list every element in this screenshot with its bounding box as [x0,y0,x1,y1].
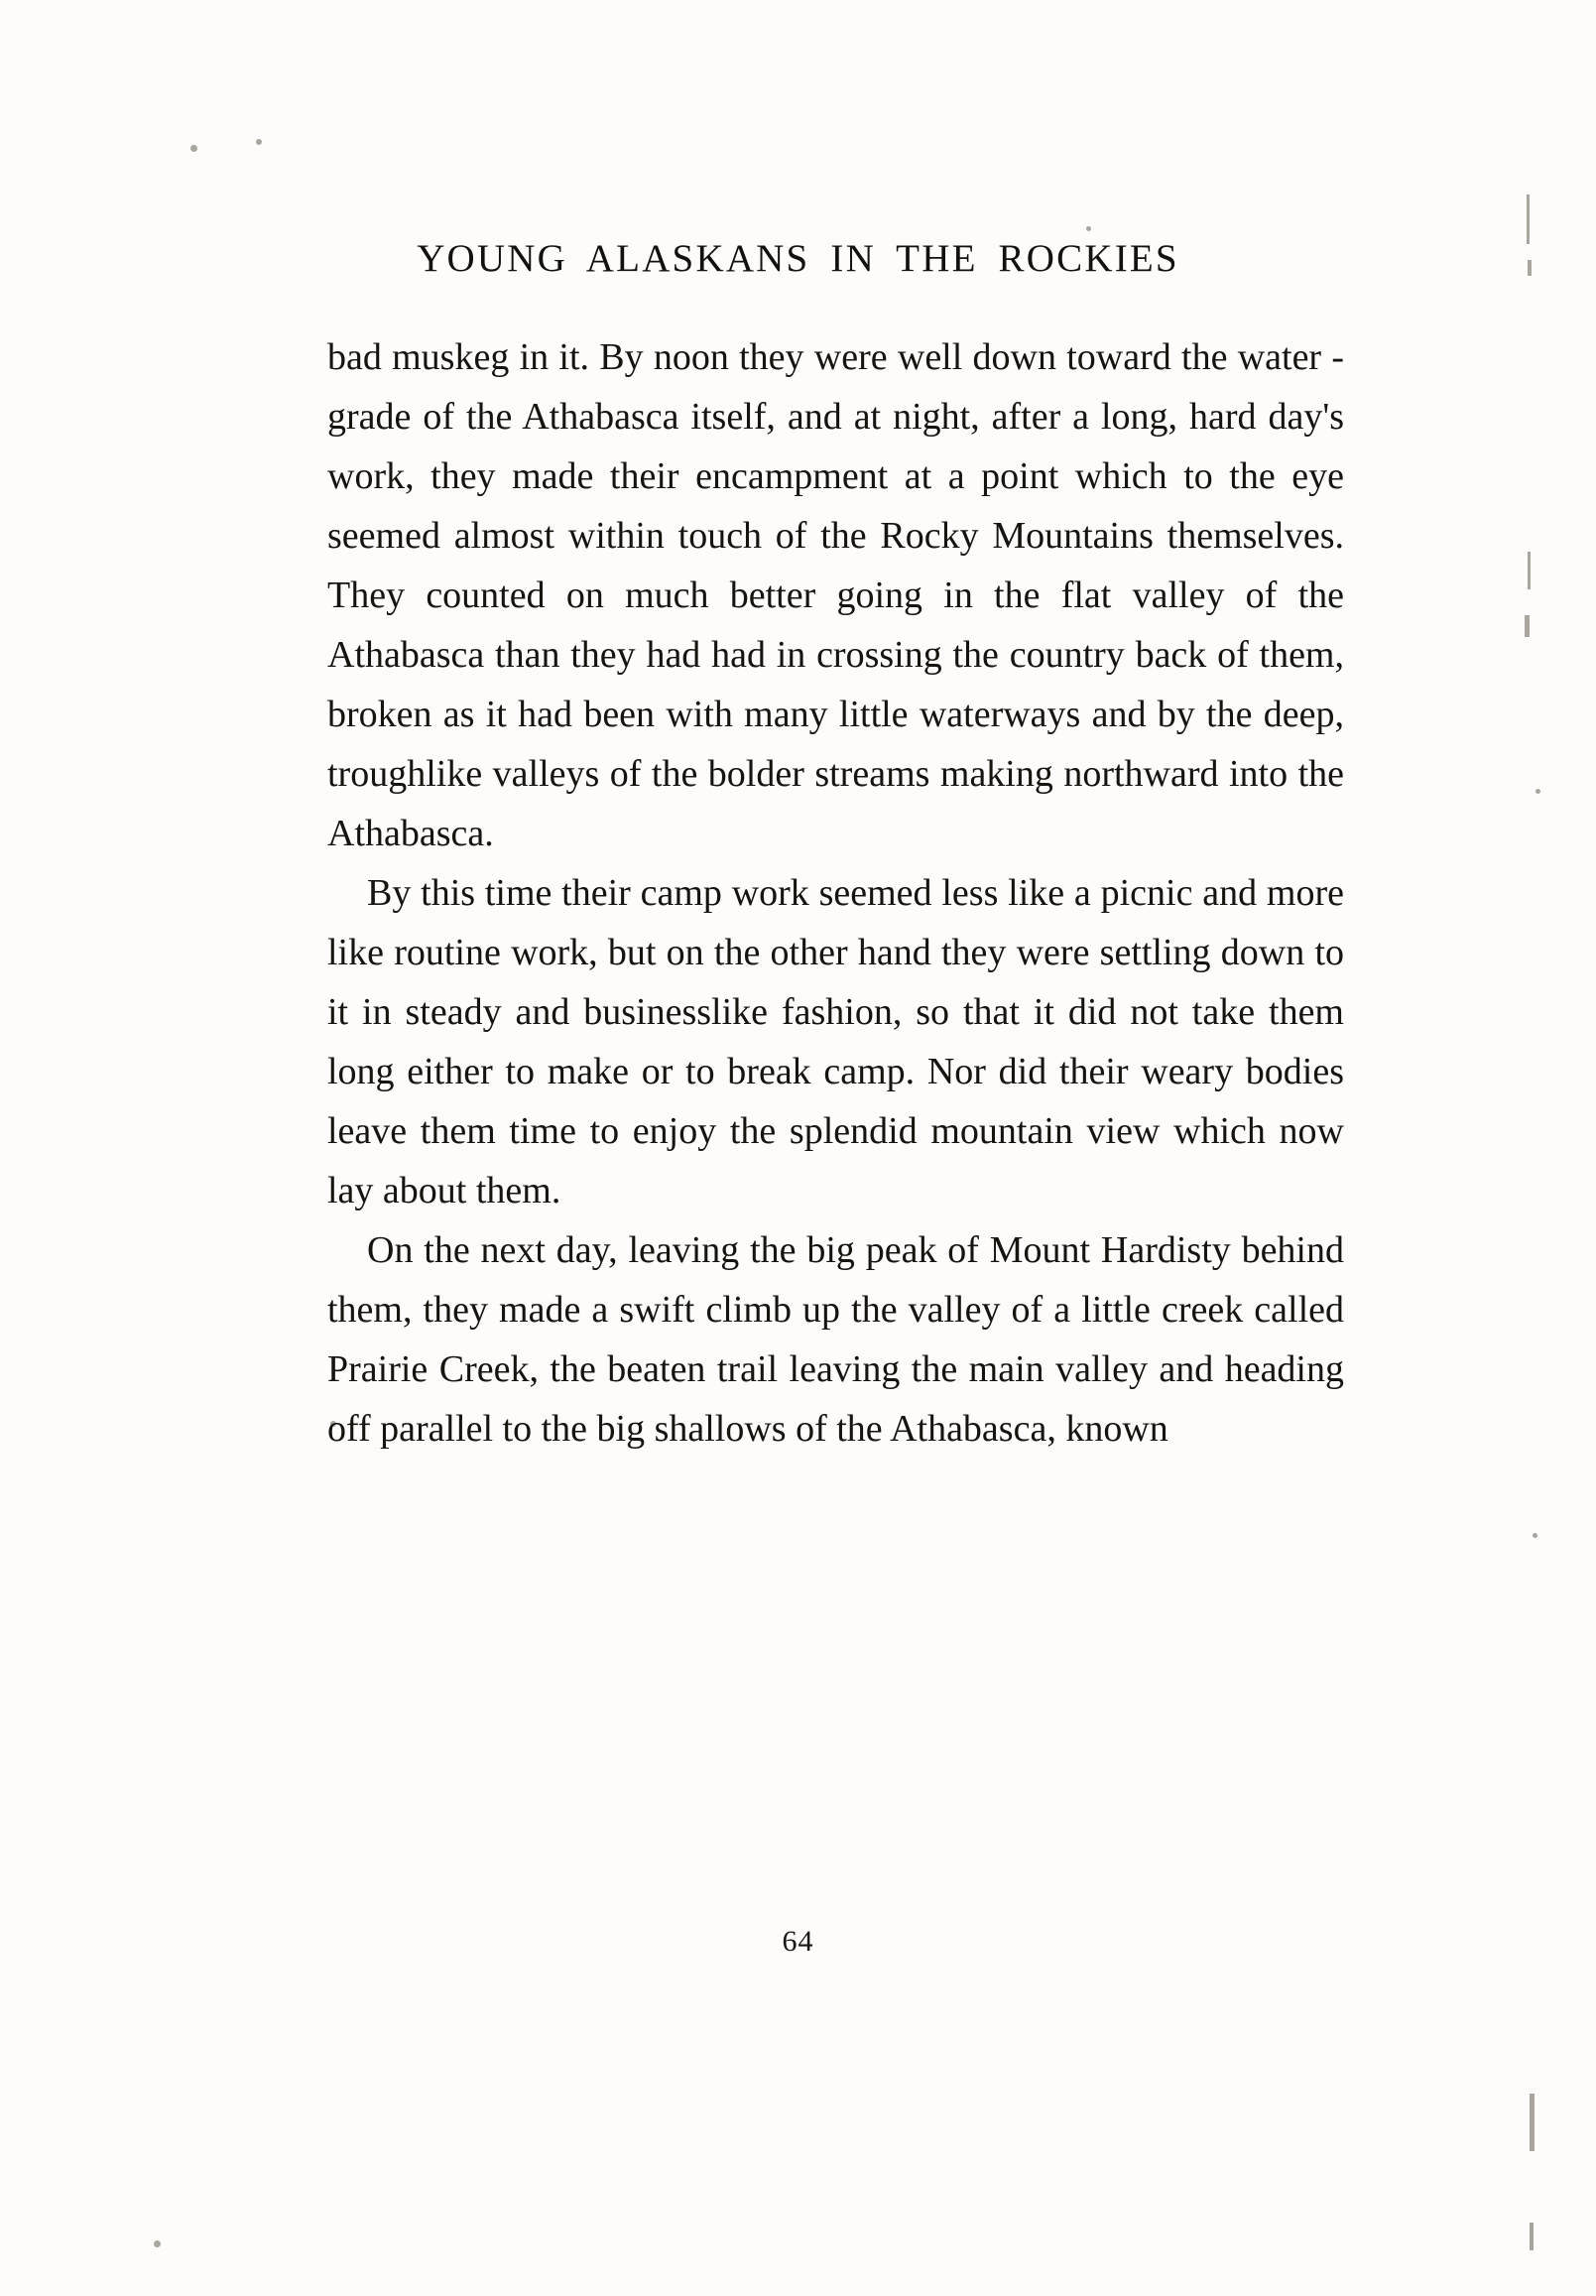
paragraph: By this time their camp work seemed less like a picnic and more like routine work, but on the other hand they were settling down to it in steady and businesslike fashion, so that it did not take them long either to make or to break camp. Nor did their weary bodies leave them time to enjoy the splendid mountain view which now lay about them. [327,872,1344,1212]
scan-speck [256,139,262,145]
scan-speck [1086,226,1091,231]
scan-speck [154,2240,161,2247]
scan-edge-mark [1530,2223,1534,2250]
scan-speck [190,145,197,152]
paragraph: bad muskeg in it. By noon they were well down toward the water - grade of the Athabasca itself, and at night, after a long, hard day's work, they made their encampment at a point which to the eye seemed almost within touch of the Rocky Mountains themselves. They counted on much better going in the flat valley of the Athabasca than they had had in crossing the country back of them, broken as it had been with many little waterways and by the deep, troughlike valleys of the bolder streams making northward into the Athabasca. [327,336,1344,854]
scan-speck [1533,1533,1537,1538]
scan-edge-mark [1528,552,1531,589]
paragraph: On the next day, leaving the big peak of Mount Hardisty behind them, they made a swift climb up the valley of a little creek called Prairie Creek, the beaten trail leaving the main valley and heading off parallel to the big shallows of the Athabasca, known [327,1229,1344,1450]
page-number: 64 [782,1925,814,1958]
body-text [327,327,1344,1459]
scan-speck [1535,789,1540,794]
page-running-head: YOUNG ALASKANS IN THE ROCKIES [417,237,1179,280]
scan-edge-mark [1525,615,1530,637]
scan-edge-mark [1530,2094,1535,2151]
